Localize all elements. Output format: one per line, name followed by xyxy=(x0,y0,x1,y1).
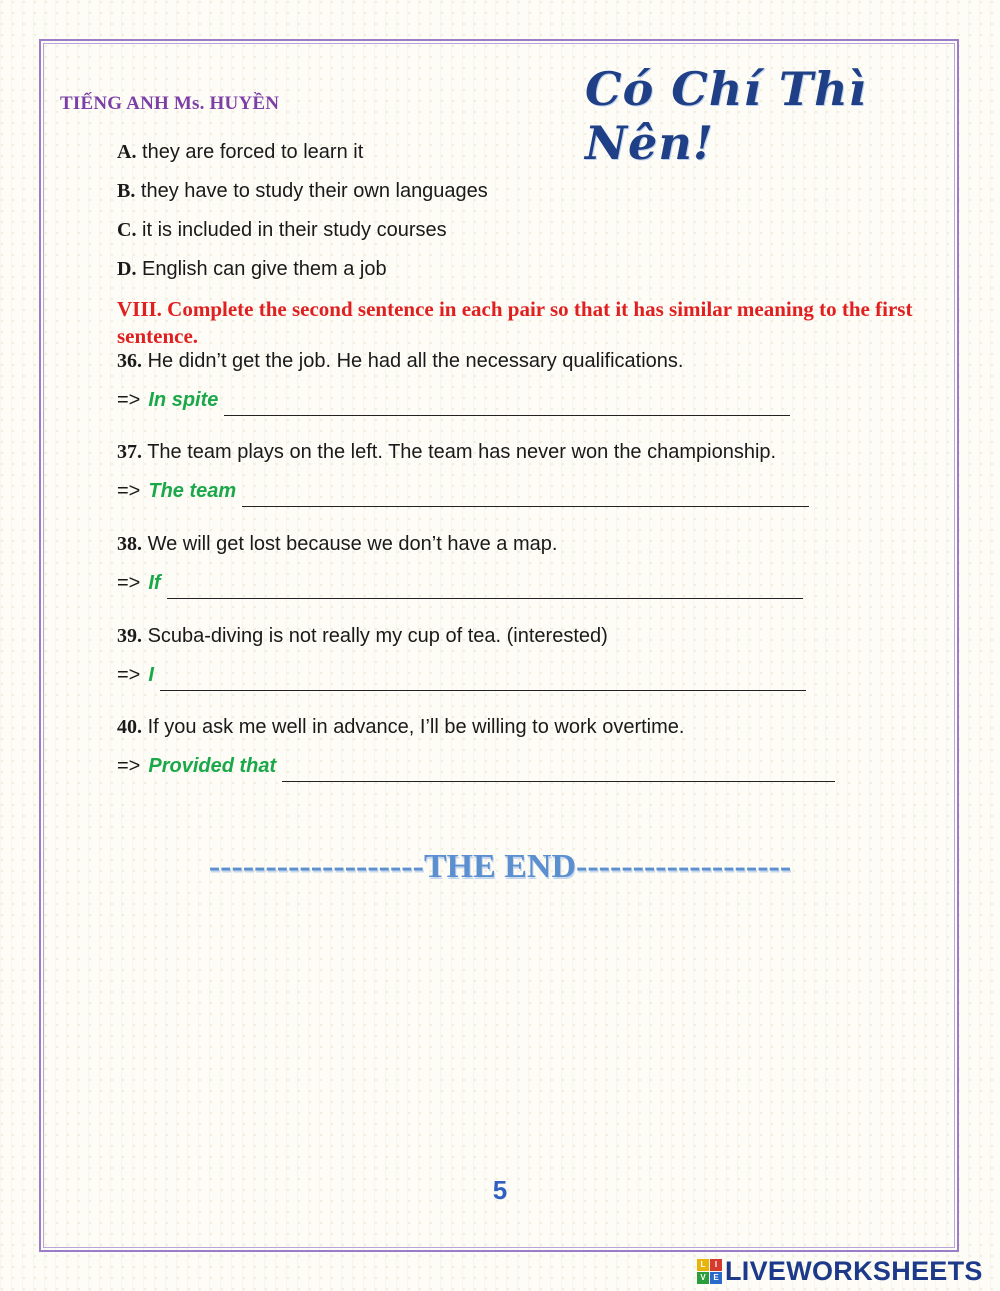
question-number: 37. xyxy=(117,441,142,463)
option-b xyxy=(117,180,488,203)
section-heading: VIII. Complete the second sentence in each pair so that it has similar meaning to the first sentence. xyxy=(117,297,913,348)
question-number: 38. xyxy=(117,533,142,555)
option-d xyxy=(117,258,387,281)
the-end-banner: -------------------THE END------------------- xyxy=(208,848,792,885)
logo-square: V xyxy=(697,1272,709,1284)
arrow-marker: => xyxy=(117,572,141,594)
answer-input-39[interactable] xyxy=(160,668,806,691)
question-38 xyxy=(117,533,557,556)
brand-title: TIẾNG ANH Ms. HUYỀN xyxy=(60,93,280,114)
question-text: The team plays on the left. The team has never won the championship. xyxy=(147,441,777,463)
answer-row-39 xyxy=(117,661,806,687)
motto-title: Có Chí Thì Nên! xyxy=(585,62,868,170)
question-number: 39. xyxy=(117,625,142,647)
question-number: 36. xyxy=(117,350,142,372)
option-letter: B. xyxy=(117,180,136,202)
sentence-starter: Provided that xyxy=(148,755,277,777)
answer-row-40 xyxy=(117,752,835,778)
question-text: If you ask me well in advance, I’ll be willing to work overtime. xyxy=(147,716,685,738)
logo-text: LIVEWORKSHEETS xyxy=(725,1256,983,1286)
sentence-starter: I xyxy=(148,664,154,686)
option-text: they are forced to learn it xyxy=(142,141,364,163)
question-text: Scuba-diving is not really my cup of tea. (interested) xyxy=(147,625,608,647)
page-number: 5 xyxy=(492,1175,508,1205)
option-letter: C. xyxy=(117,219,137,241)
answer-input-36[interactable] xyxy=(224,393,790,416)
arrow-marker: => xyxy=(117,755,141,777)
logo-square: E xyxy=(710,1272,722,1284)
option-letter: D. xyxy=(117,258,137,280)
question-37 xyxy=(117,441,776,464)
arrow-marker: => xyxy=(117,664,141,686)
liveworksheets-logo[interactable] xyxy=(697,1256,983,1287)
question-39 xyxy=(117,625,608,648)
question-text: We will get lost because we don’t have a map. xyxy=(147,533,558,555)
question-40 xyxy=(117,716,684,739)
question-text: He didn’t get the job. He had all the necessary qualifications. xyxy=(147,350,684,372)
option-letter: A. xyxy=(117,141,137,163)
answer-input-40[interactable] xyxy=(282,759,835,782)
option-text: it is included in their study courses xyxy=(142,219,447,241)
option-c xyxy=(117,219,447,242)
arrow-marker: => xyxy=(117,480,141,502)
arrow-marker: => xyxy=(117,389,141,411)
option-a xyxy=(117,141,363,164)
sentence-starter: In spite xyxy=(148,389,219,411)
logo-square: L xyxy=(697,1259,709,1271)
question-36 xyxy=(117,350,683,373)
answer-row-38 xyxy=(117,569,803,595)
answer-input-38[interactable] xyxy=(167,576,803,599)
logo-squares-icon xyxy=(697,1259,722,1284)
logo-square: I xyxy=(710,1259,722,1271)
sentence-starter: If xyxy=(148,572,161,594)
question-number: 40. xyxy=(117,716,142,738)
sentence-starter: The team xyxy=(148,480,237,502)
answer-row-36 xyxy=(117,386,790,412)
answer-input-37[interactable] xyxy=(242,484,809,507)
option-text: English can give them a job xyxy=(142,258,387,280)
answer-row-37 xyxy=(117,477,809,503)
option-text: they have to study their own languages xyxy=(140,180,488,202)
